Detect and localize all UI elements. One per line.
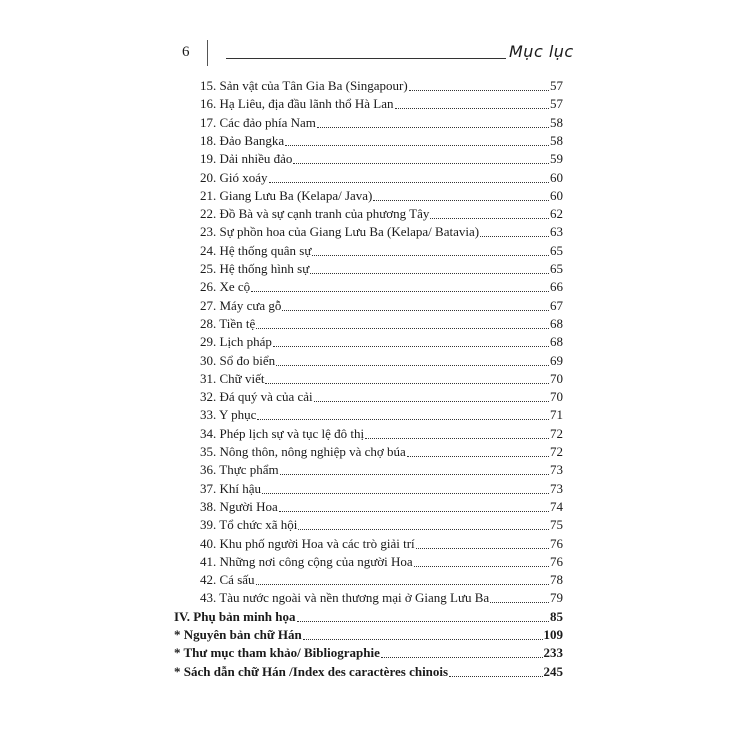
toc-entry-page: 79 (550, 590, 563, 606)
toc-entry-page: 75 (550, 517, 563, 533)
toc-entry-title: 38. Người Hoa (200, 498, 278, 514)
toc-entry-title: 20. Gió xoáy (200, 169, 268, 185)
dot-leader (251, 290, 549, 292)
dot-leader (256, 583, 549, 585)
page-number: 6 (182, 44, 190, 60)
toc-entry-page: 69 (550, 352, 563, 368)
toc-entry (200, 516, 563, 534)
toc-entry-title: 17. Các đảo phía Nam (200, 114, 316, 130)
dot-leader (265, 382, 549, 384)
toc-entry (200, 260, 563, 278)
toc-entry (200, 498, 563, 516)
dot-leader (280, 473, 549, 475)
dot-leader (409, 89, 549, 91)
toc-entry-title: 27. Máy cưa gỗ (200, 297, 282, 313)
toc-entry (200, 406, 563, 424)
dot-leader (256, 327, 549, 329)
toc-entry-title: 43. Tàu nước ngoài và nền thương mại ở Giang Lưu Ba (200, 590, 490, 606)
toc-entry-title: 16. Hạ Liêu, địa đầu lãnh thổ Hà Lan (200, 96, 394, 112)
toc-entry (200, 242, 563, 260)
toc-entry (200, 205, 563, 223)
toc-entry-title: 15. Sản vật của Tân Gia Ba (Singapour) (200, 78, 408, 93)
dot-leader (297, 620, 549, 622)
dot-leader (273, 345, 549, 347)
toc-entry-title: 28. Tiền tệ (200, 315, 256, 331)
toc-entry-title: 40. Khu phố người Hoa và các trò giải trí (200, 535, 415, 551)
page-title: Mục lục (509, 42, 574, 61)
toc-entry-title: * Nguyên bản chữ Hán (174, 627, 302, 642)
toc-entry-title: 39. Tổ chức xã hội (200, 517, 298, 533)
dot-leader (490, 601, 549, 603)
dot-leader (407, 455, 549, 457)
dot-leader (395, 107, 550, 109)
header-rule (226, 58, 506, 59)
toc-entry (200, 169, 563, 187)
toc-entry-title: 37. Khí hậu (200, 480, 262, 496)
toc-entry-title: 24. Hệ thống quân sự (200, 242, 312, 258)
toc-entry (174, 626, 563, 644)
toc-entry-page: 60 (550, 187, 563, 203)
toc-entry-title: 36. Thực phẩm (200, 462, 279, 478)
dot-leader (449, 675, 542, 677)
toc-entry-title: 23. Sự phồn hoa của Giang Lưu Ba (Kelapa/ Batavia) (200, 224, 480, 240)
toc-entry-page: 73 (550, 462, 563, 478)
header-divider (207, 40, 208, 66)
dot-leader (276, 364, 549, 366)
toc-entry (200, 223, 563, 241)
dot-leader (279, 510, 549, 512)
toc-entry (174, 663, 563, 681)
toc-entry-page: 76 (550, 535, 563, 551)
toc-entry-title: 25. Hệ thống hình sự (200, 261, 310, 276)
toc-entry (200, 278, 563, 296)
toc-entry (174, 608, 563, 626)
toc-entry-title: 35. Nông thôn, nông nghiệp và chợ búa (200, 444, 406, 459)
dot-leader (257, 418, 549, 420)
dot-leader (310, 272, 549, 274)
toc-entry-page: 57 (550, 78, 563, 93)
toc-entry-page: 62 (550, 206, 563, 222)
toc-entry (200, 370, 563, 388)
toc-entry-title: 31. Chữ viết (200, 370, 265, 386)
toc-entry (200, 114, 563, 132)
toc-entry (200, 461, 563, 479)
toc-entry-title: * Thư mục tham khảo/ Bibliographie (174, 645, 380, 661)
toc-entry-title: IV. Phụ bản minh họa (174, 608, 296, 624)
toc-entry-page: 73 (550, 480, 563, 496)
toc-entry (200, 77, 563, 95)
dot-leader (317, 126, 549, 128)
toc-entry (200, 443, 563, 461)
toc-entry-page: 70 (550, 370, 563, 386)
toc-entry (200, 132, 563, 150)
toc-entry-title: 42. Cá sấu (200, 572, 255, 588)
toc-entry-title: 18. Đảo Bangka (200, 132, 285, 148)
dot-leader (293, 162, 549, 164)
dot-leader (365, 437, 549, 439)
dot-leader (414, 565, 549, 567)
toc-entry-page: 76 (550, 553, 563, 569)
toc-entry-page: 72 (550, 425, 563, 441)
dot-leader (381, 656, 543, 658)
toc-entry-page: 58 (550, 114, 563, 130)
toc-entry-page: 85 (550, 608, 563, 624)
dot-leader (314, 400, 549, 402)
toc-entry-page: 57 (550, 96, 563, 112)
dot-leader (298, 528, 549, 530)
toc-entry (200, 480, 563, 498)
toc-entry-title: 33. Y phục (200, 407, 257, 423)
toc-entry-page: 71 (550, 407, 563, 423)
toc-entry-page: 67 (550, 297, 563, 313)
toc-entry (200, 352, 563, 370)
toc-entry-title: 30. Sổ đo biển (200, 352, 276, 368)
toc-entry-page: 59 (550, 151, 563, 167)
toc-entry-page: 78 (550, 572, 563, 588)
dot-leader (282, 309, 549, 311)
toc-entry-page: 233 (543, 645, 563, 661)
dot-leader (416, 547, 549, 549)
toc-entry (174, 644, 563, 662)
dot-leader (285, 144, 549, 146)
toc-entry (200, 315, 563, 333)
dot-leader (480, 235, 549, 237)
toc-entry-title: 34. Phép lịch sự và tục lệ đô thị (200, 425, 365, 441)
toc-entry-title: 21. Giang Lưu Ba (Kelapa/ Java) (200, 187, 373, 203)
toc-entry (200, 553, 563, 571)
dot-leader (430, 217, 549, 219)
toc-entry-page: 60 (550, 169, 563, 185)
toc-entry-page: 74 (550, 498, 563, 514)
toc-entry-title: 41. Những nơi công cộng của người Hoa (200, 553, 413, 569)
toc-entry (200, 589, 563, 607)
toc-entry-title: * Sách dẫn chữ Hán /Index des caractères chinois (174, 663, 449, 679)
toc-entry-title: 32. Đá quý và của cải (200, 389, 313, 405)
toc-entry-page: 58 (550, 132, 563, 148)
toc-entry (200, 425, 563, 443)
dot-leader (303, 638, 543, 640)
toc-entry-page: 65 (550, 261, 563, 276)
dot-leader (269, 181, 549, 183)
toc-entry-page: 68 (550, 334, 563, 350)
toc-entry-page: 65 (550, 242, 563, 258)
toc-entry (200, 95, 563, 113)
toc-entry (200, 535, 563, 553)
toc-entry (200, 388, 563, 406)
dot-leader (262, 492, 549, 494)
toc-entry (200, 150, 563, 168)
toc-entry-page: 245 (543, 663, 563, 679)
toc-entry-page: 66 (550, 279, 563, 295)
toc-entry-page: 63 (550, 224, 563, 240)
toc-entry-page: 72 (550, 444, 563, 459)
dot-leader (312, 254, 549, 256)
toc-entry-title: 26. Xe cộ (200, 279, 251, 295)
dot-leader (373, 199, 549, 201)
toc-entry (200, 333, 563, 351)
toc-entry-title: 29. Lịch pháp (200, 334, 272, 350)
toc-entry-title: 22. Đồ Bà và sự cạnh tranh của phương Tây (200, 206, 430, 222)
toc-entry-title: 19. Dải nhiều đảo (200, 151, 293, 167)
toc-entry-page: 70 (550, 389, 563, 405)
toc-entry (200, 297, 563, 315)
toc-entry-page: 68 (550, 315, 563, 331)
toc-entry (200, 187, 563, 205)
toc-entry (200, 571, 563, 589)
toc-entry-page: 109 (543, 627, 563, 642)
